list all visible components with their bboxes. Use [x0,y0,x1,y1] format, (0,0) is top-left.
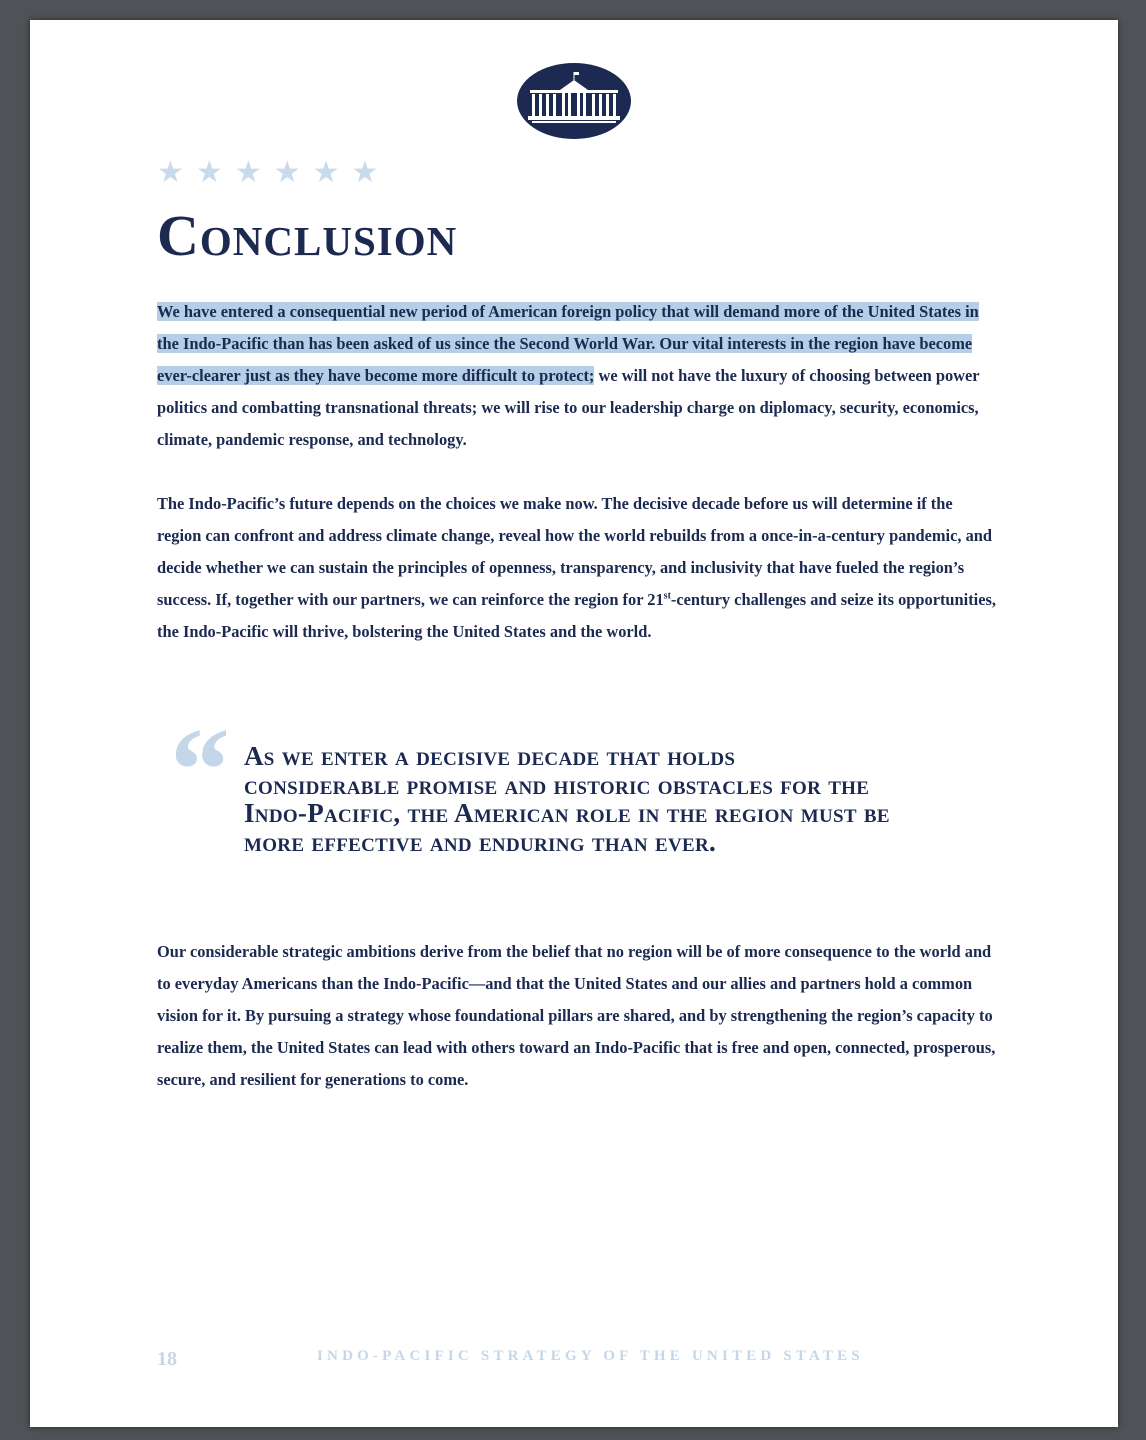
document-page [30,20,1118,1427]
pull-quote: As we enter a decisive decade that holds considerable promise and historic obstacles for the Indo-Pacific, the American role in the region must be more effective and enduring than ever. [244,741,890,857]
paragraph-1-text: we will not have the luxury of choosing between power politics and combatting transnational threats; we will rise to our leadership charge on diplomacy, security, economics, climate, pandemic response, and technology. [157,366,980,449]
paragraph-3: Our considerable strategic ambitions derive from the belief that no region will be of more consequence to the world and to everyday Americans than the Indo-Pacific—and that the United States and our allies and partners hold a common vision for it. By pursuing a strategy whose foundational pillars are shared, and by strengthening the region’s capacity to realize them, the United States can lead with others toward an Indo-Pacific that is free and open, connected, prosperous, secure, and resilient for generations to come. [157,942,996,1089]
page-number: 18 [157,1348,177,1370]
paragraph-2 [157,488,997,648]
page-title: Conclusion [157,203,458,268]
star-row [157,156,378,190]
star-icon: ★ [312,155,340,190]
running-footer: INDO-PACIFIC STRATEGY OF THE UNITED STATES [317,1348,864,1364]
paragraph-1 [157,296,997,456]
star-icon: ★ [351,155,379,190]
quote-mark-icon: “ [170,703,230,836]
star-icon: ★ [273,155,301,190]
star-icon: ★ [157,155,184,190]
star-icon: ★ [195,155,223,190]
star-icon: ★ [234,155,262,190]
white-house-seal-icon [516,62,632,140]
ordinal-suffix: st [663,590,671,602]
paragraph-2-text-end: -century challenges and seize its opportunities, the Indo-Pacific will thrive, bolstering the United States and the world. [157,590,996,641]
paragraph-2-text: The Indo-Pacific’s future depends on the choices we make now. The decisive decade before us will determine if the region can confront and address climate change, reveal how the world rebuilds from a once-in-a-century pandemic, and decide whether we can sustain the principles of openness, transparency, and inclusivity that have fueled the region’s success. If, together with our partners, we can reinforce the region for 21 [157,494,993,609]
selected-text[interactable]: We have entered a consequential new period of American foreign policy that will demand more of the United States in the Indo-Pacific than has been asked of us since the Second World War. Our vital interests in the region have become ever-clearer just as they have become more difficult to protect; [157,302,979,385]
